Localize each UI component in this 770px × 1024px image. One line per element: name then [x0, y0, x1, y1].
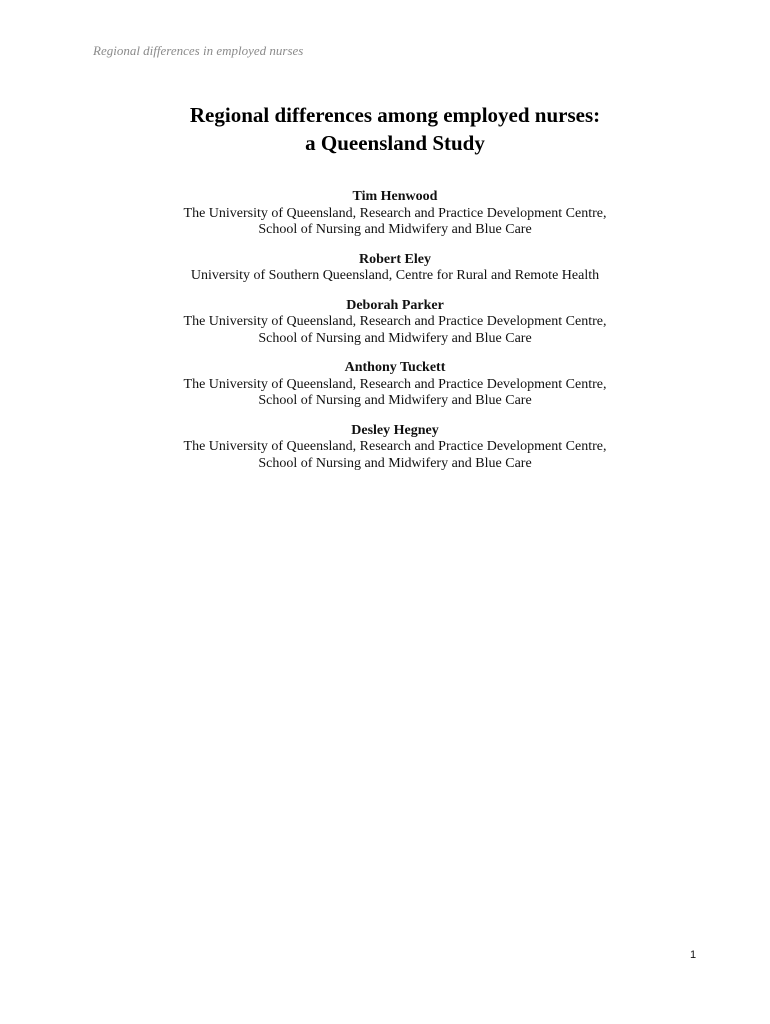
running-header: Regional differences in employed nurses — [93, 43, 304, 58]
author-affiliation-line: The University of Queensland, Research and Practice Development Centre, — [183, 205, 607, 221]
author-affiliation-line: School of Nursing and Midwifery and Blue Care — [258, 222, 532, 237]
author-name: Anthony Tuckett — [344, 360, 446, 375]
author-block — [0, 298, 770, 348]
author-affiliation-line: School of Nursing and Midwifery and Blue Care — [258, 330, 532, 346]
author-name: Tim Henwood — [352, 189, 438, 204]
author-name: Desley Hegney — [351, 422, 439, 438]
author-name: Deborah Parker — [346, 297, 444, 313]
author-affiliation-line: School of Nursing and Midwifery and Blue Care — [258, 455, 532, 471]
author-block — [0, 252, 770, 285]
author-block — [0, 360, 770, 410]
title-line-2: a Queensland Study — [305, 131, 485, 155]
paper-title — [0, 101, 770, 157]
author-affiliation-line: School of Nursing and Midwifery and Blue Care — [258, 393, 532, 408]
author-block — [0, 423, 770, 473]
page-number: 1 — [690, 949, 697, 961]
author-affiliation-line: The University of Queensland, Research and Practice Development Centre, — [183, 376, 607, 392]
author-affiliation-line: The University of Queensland, Research and Practice Development Centre, — [183, 314, 607, 329]
author-affiliation-line: The University of Queensland, Research and Practice Development Centre, — [183, 439, 607, 454]
author-affiliation-line: University of Southern Queensland, Centre for Rural and Remote Health — [190, 268, 600, 283]
author-block — [0, 189, 770, 239]
author-name: Robert Eley — [359, 251, 431, 267]
title-line-1: Regional differences among employed nurses: — [189, 103, 601, 127]
author-list — [0, 189, 770, 485]
